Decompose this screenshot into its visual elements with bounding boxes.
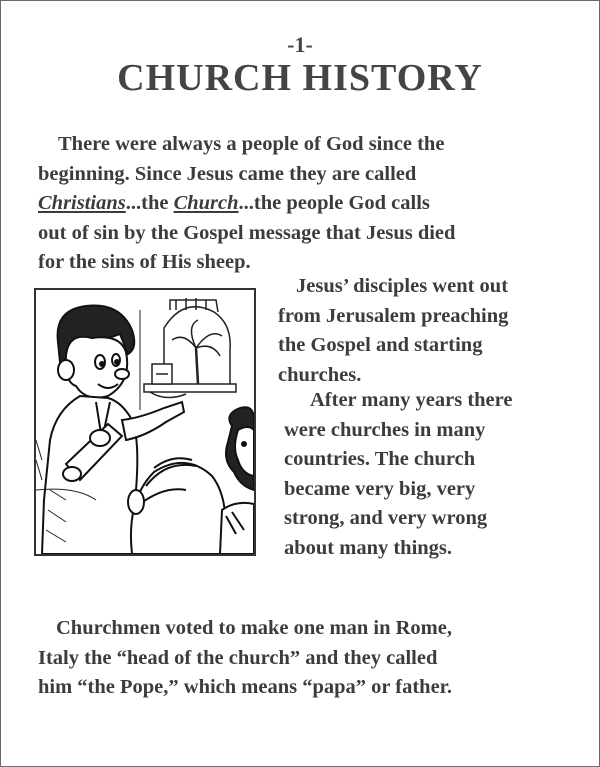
intro-line-2: beginning. Since Jesus came they are called bbox=[38, 162, 417, 185]
pope-paragraph bbox=[38, 614, 568, 703]
churches-paragraph bbox=[284, 386, 574, 563]
pope-line-3: him “the Pope,” which means “papa” or father. bbox=[38, 676, 453, 698]
disciples-line-4: churches. bbox=[278, 363, 362, 386]
churches-line-3: countries. The church bbox=[284, 448, 476, 470]
disciples-line-3: the Gospel and starting bbox=[278, 334, 483, 356]
churches-line-6: about many things. bbox=[284, 536, 453, 559]
disciples-paragraph bbox=[278, 272, 568, 390]
pope-line-2: Italy the “head of the church” and they called bbox=[38, 646, 438, 669]
page-title: CHURCH HISTORY bbox=[117, 57, 483, 99]
intro-line-3-mid: ...the bbox=[125, 192, 174, 214]
churches-line-1: After many years there bbox=[310, 389, 513, 411]
disciples-line-2: from Jerusalem preaching bbox=[278, 304, 509, 327]
intro-line-1: There were always a people of God since the bbox=[58, 133, 445, 155]
intro-line-4: out of sin by the Gospel message that Jesus died bbox=[38, 221, 456, 244]
churches-line-5: strong, and very wrong bbox=[284, 507, 488, 529]
intro-line-3-end: ...the people God calls bbox=[238, 192, 430, 214]
disciples-line-1: Jesus’ disciples went out bbox=[296, 275, 509, 297]
pope-line-1: Churchmen voted to make one man in Rome, bbox=[56, 617, 452, 639]
intro-paragraph bbox=[38, 130, 558, 278]
christians-term: Christians bbox=[38, 192, 126, 214]
disciple-preaching-illustration bbox=[34, 288, 256, 556]
page-number: -1- bbox=[287, 32, 313, 57]
church-term: Church bbox=[173, 192, 239, 214]
churches-line-2: were churches in many bbox=[284, 418, 486, 441]
intro-line-3 bbox=[38, 189, 558, 219]
churches-line-4: became very big, very bbox=[284, 477, 476, 500]
illustration-drawing bbox=[36, 290, 254, 554]
intro-line-5: for the sins of His sheep. bbox=[38, 251, 251, 273]
